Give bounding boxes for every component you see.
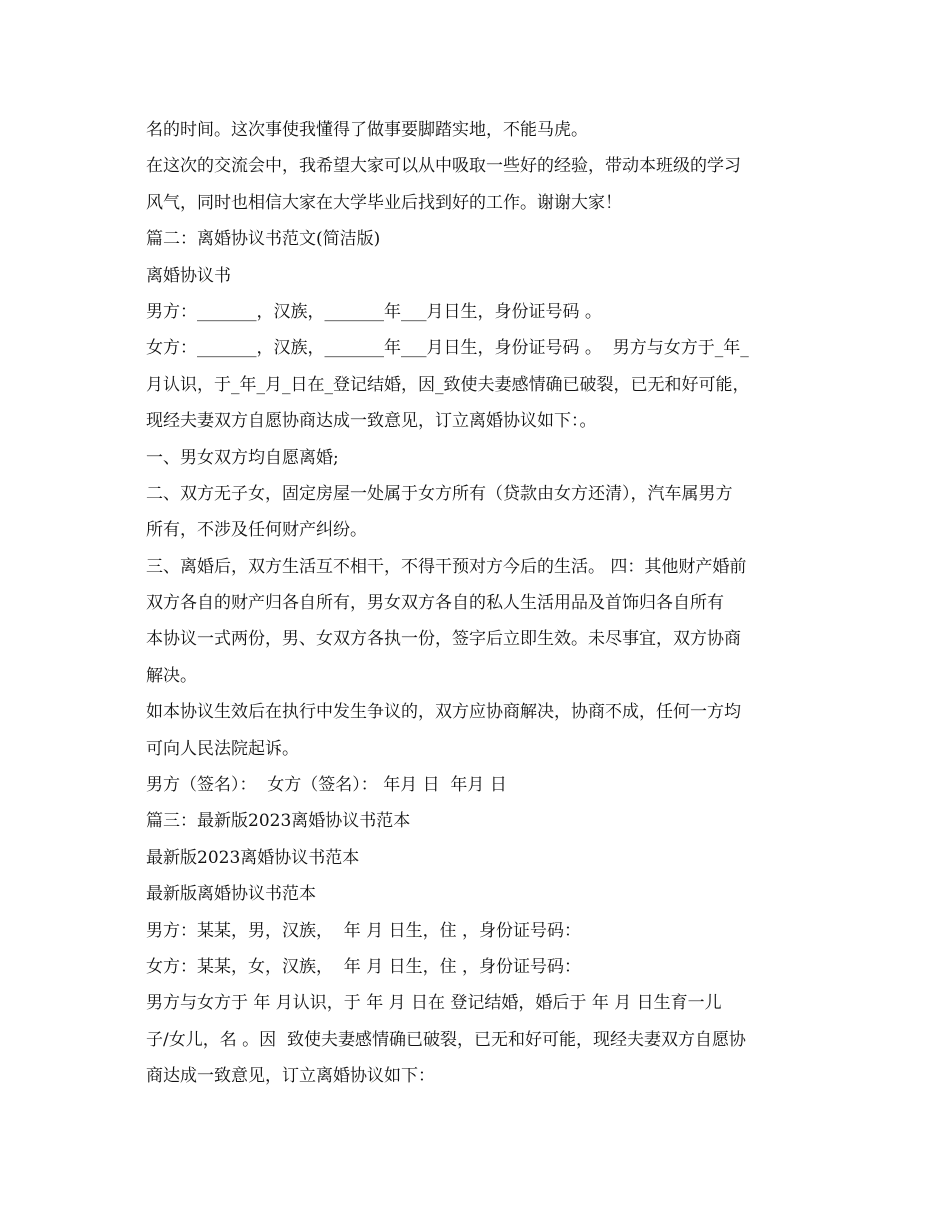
document-title: 离婚协议书: [146, 265, 231, 286]
text-line: 月认识，于_年_月_日在_登记结婚，因_致使夫妻感情确已破裂，已无和好可能，: [146, 374, 750, 395]
text-line: 所有，不涉及任何财产纠纷。: [146, 520, 367, 541]
text-line: 男方与女方于 年 月认识，于 年 月 日在 登记结婚，婚后于 年 月 日生育一儿: [146, 993, 722, 1014]
text-line: 名的时间。这次事使我懂得了做事要脚踏实地，不能马虎。: [146, 120, 588, 140]
text-line: 女方：_______，汉族，_______年___月日生，身份证号码 。 男方与女方于_年_: [146, 338, 749, 359]
text-line: 在这次的交流会中，我希望大家可以从中吸取一些好的经验，带动本班级的学习: [146, 156, 741, 177]
document-page: [146, 112, 816, 1095]
text-line: 男方：某某，男，汉族， 年 月 日生，住 ，身份证号码：: [146, 920, 582, 941]
document-title: 最新版2023离婚协议书范本: [146, 847, 360, 868]
text-line: 商达成一致意见，订立离婚协议如下：: [146, 1066, 435, 1087]
signature-line: 男方（签名）： 女方（签名）： 年月 日 年月 日: [146, 775, 507, 796]
text-line: 解决。: [146, 665, 197, 686]
clause-line: 一、男女双方均自愿离婚;: [146, 447, 339, 468]
text-line: 子/女儿，名 。因 致使夫妻感情确已破裂，已无和好可能，现经夫妻双方自愿协: [146, 1029, 746, 1050]
section-heading: 篇二：离婚协议书范文(简洁版): [146, 229, 381, 250]
document-title: 最新版离婚协议书范本: [146, 884, 316, 905]
text-line: 本协议一式两份，男、女双方各执一份，签字后立即生效。未尽事宜，双方协商: [146, 629, 741, 650]
text-line: 男方：_______，汉族，_______年___月日生，身份证号码 。: [146, 301, 602, 322]
text-line: 可向人民法院起诉。: [146, 738, 299, 759]
text-line: 风气，同时也相信大家在大学毕业后找到好的工作。谢谢大家！: [146, 192, 622, 213]
text-line: 女方：某某，女，汉族， 年 月 日生，住 ，身份证号码：: [146, 956, 582, 977]
clause-line: 三、离婚后，双方生活互不相干，不得干预对方今后的生活。 四：其他财产婚前: [146, 556, 747, 577]
text-line: 如本协议生效后在执行中发生争议的，双方应协商解决，协商不成，任何一方均: [146, 702, 741, 723]
clause-line: 二、双方无子女，固定房屋一处属于女方所有（贷款由女方还清），汽车属男方: [146, 483, 733, 504]
section-heading: 篇三：最新版2023离婚协议书范本: [146, 811, 411, 832]
text-line: 现经夫妻双方自愿协商达成一致意见，订立离婚协议如下：。: [146, 411, 597, 432]
text-line: 双方各自的财产归各自所有，男女双方各自的私人生活用品及首饰归各自所有: [146, 593, 724, 614]
